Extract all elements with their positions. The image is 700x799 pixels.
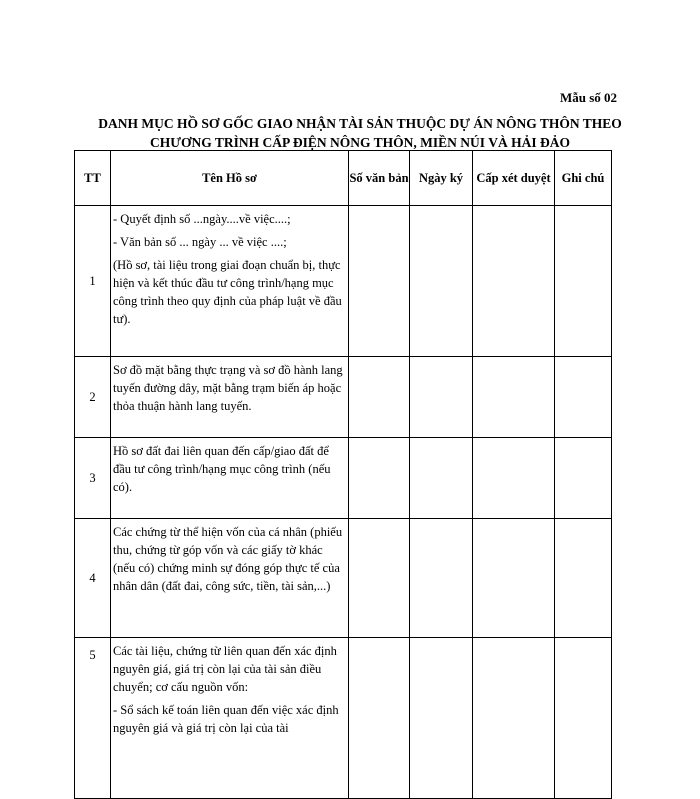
note-cell [555, 519, 612, 638]
table-row [75, 206, 612, 357]
record-line: - Văn bản số ... ngày ... về việc ....; [113, 235, 287, 249]
header-note: Ghi chú [555, 151, 612, 206]
doc-number-cell [349, 206, 410, 357]
header-doc-number: Số văn bản [349, 151, 410, 206]
header-approval-level: Cấp xét duyệt [473, 151, 555, 206]
document-title [60, 114, 660, 152]
title-line-2: CHƯƠNG TRÌNH CẤP ĐIỆN NÔNG THÔN, MIỀN NÚI VÀ HẢI ĐẢO [150, 135, 570, 150]
approval-level-cell [473, 357, 555, 438]
table-header-row [75, 151, 612, 206]
record-line: (Hồ sơ, tài liệu trong giai đoạn chuẩn bị, thực hiện và kết thúc đầu tư công trình/hạng mục công trình theo quy định của pháp luật về đầu tư). [113, 258, 342, 326]
sign-date-cell [410, 206, 473, 357]
table-row [75, 638, 612, 799]
note-cell [555, 357, 612, 438]
row-number: 3 [75, 438, 111, 519]
record-line: Các tài liệu, chứng từ liên quan đến xác định nguyên giá, giá trị còn lại của tài sản điều chuyển; cơ cấu nguồn vốn: [113, 644, 337, 694]
approval-level-cell [473, 638, 555, 799]
row-number: 1 [75, 206, 111, 357]
title-line-1: DANH MỤC HỒ SƠ GỐC GIAO NHẬN TÀI SẢN THUỘC DỰ ÁN NÔNG THÔN THEO [98, 116, 622, 131]
table-row [75, 519, 612, 638]
form-number: Mẫu số 02 [559, 90, 617, 105]
record-name [111, 519, 349, 638]
row-number: 5 [75, 638, 111, 799]
row-number: 4 [75, 519, 111, 638]
sign-date-cell [410, 357, 473, 438]
header-tt: TT [75, 151, 111, 206]
sign-date-cell [410, 519, 473, 638]
record-line: Hồ sơ đất đai liên quan đến cấp/giao đất để đầu tư công trình/hạng mục công trình (nếu có). [113, 444, 331, 494]
note-cell [555, 638, 612, 799]
sign-date-cell [410, 638, 473, 799]
approval-level-cell [473, 438, 555, 519]
record-line: Sơ đồ mặt bằng thực trạng và sơ đồ hành lang tuyến đường dây, mặt bằng trạm biến áp hoặc thỏa thuận hành lang tuyến. [113, 363, 343, 413]
note-cell [555, 206, 612, 357]
doc-number-cell [349, 438, 410, 519]
doc-number-cell [349, 638, 410, 799]
record-name [111, 206, 349, 357]
record-line: - Sổ sách kế toán liên quan đến việc xác định nguyên giá và giá trị còn lại của tài [113, 703, 339, 735]
approval-level-cell [473, 206, 555, 357]
record-name [111, 438, 349, 519]
record-name [111, 357, 349, 438]
table-row [75, 357, 612, 438]
table-row [75, 438, 612, 519]
doc-number-cell [349, 519, 410, 638]
doc-number-cell [349, 357, 410, 438]
note-cell [555, 438, 612, 519]
record-line: - Quyết định số ...ngày....về việc....; [113, 212, 291, 226]
records-table [74, 150, 612, 799]
record-name [111, 638, 349, 799]
sign-date-cell [410, 438, 473, 519]
header-sign-date: Ngày ký [410, 151, 473, 206]
approval-level-cell [473, 519, 555, 638]
record-line: Các chứng từ thể hiện vốn của cá nhân (phiếu thu, chứng từ góp vốn và các giấy tờ khác (nếu có) chứng minh sự đóng góp thực tế của nhân dân (đất đai, công sức, tiền, tài sản,...) [113, 525, 343, 593]
header-name: Tên Hồ sơ [111, 151, 349, 206]
row-number: 2 [75, 357, 111, 438]
